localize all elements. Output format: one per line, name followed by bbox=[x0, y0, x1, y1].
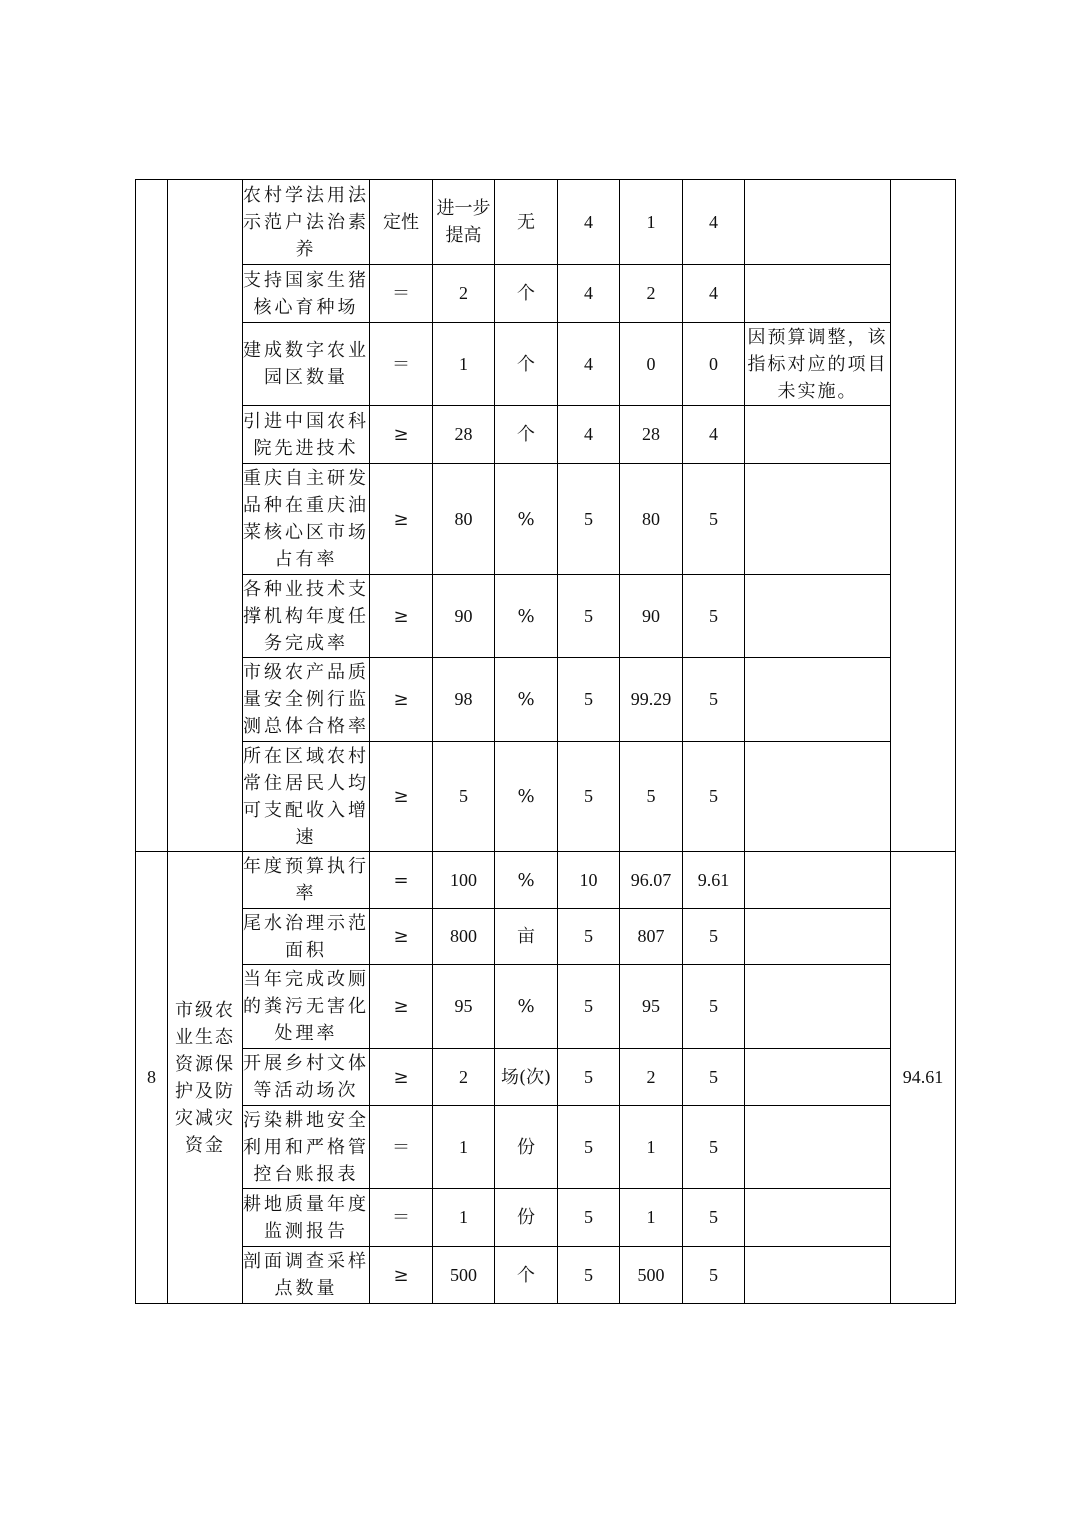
points-cell: 4 bbox=[683, 180, 745, 265]
project-name-cell bbox=[168, 180, 243, 852]
table-row bbox=[136, 1189, 956, 1247]
actual-cell: 28 bbox=[620, 406, 683, 464]
target-cell: 98 bbox=[433, 658, 495, 742]
table-row bbox=[136, 1247, 956, 1304]
actual-cell: 96.07 bbox=[620, 852, 683, 909]
indicator-cell: 开展乡村文体等活动场次 bbox=[243, 1049, 370, 1106]
operator-cell: ≥ bbox=[370, 1247, 433, 1304]
table-row bbox=[136, 965, 956, 1049]
indicator-cell: 建成数字农业园区数量 bbox=[243, 323, 370, 406]
unit-cell: 份 bbox=[495, 1189, 558, 1247]
weight-cell: 5 bbox=[558, 1189, 620, 1247]
operator-cell: = bbox=[370, 852, 433, 909]
unit-cell: 无 bbox=[495, 180, 558, 265]
actual-cell: 500 bbox=[620, 1247, 683, 1304]
points-cell: 5 bbox=[683, 575, 745, 658]
weight-cell: 5 bbox=[558, 658, 620, 742]
table-row bbox=[136, 180, 956, 265]
points-cell: 4 bbox=[683, 406, 745, 464]
note-cell bbox=[745, 909, 891, 965]
unit-cell: % bbox=[495, 575, 558, 658]
points-cell: 0 bbox=[683, 323, 745, 406]
operator-cell: ≥ bbox=[370, 658, 433, 742]
target-cell: 2 bbox=[433, 1049, 495, 1106]
indicator-cell: 市级农产品质量安全例行监测总体合格率 bbox=[243, 658, 370, 742]
note-cell bbox=[745, 742, 891, 852]
actual-cell: 5 bbox=[620, 742, 683, 852]
table-row bbox=[136, 852, 956, 909]
points-cell: 5 bbox=[683, 464, 745, 575]
points-cell: 5 bbox=[683, 742, 745, 852]
unit-cell: 场(次) bbox=[495, 1049, 558, 1106]
note-cell bbox=[745, 406, 891, 464]
target-cell: 800 bbox=[433, 909, 495, 965]
indicator-cell: 年度预算执行率 bbox=[243, 852, 370, 909]
score-cell bbox=[891, 180, 956, 852]
operator-cell: 定性 bbox=[370, 180, 433, 265]
weight-cell: 4 bbox=[558, 323, 620, 406]
seq-cell bbox=[136, 180, 168, 852]
target-cell: 100 bbox=[433, 852, 495, 909]
points-cell: 5 bbox=[683, 909, 745, 965]
points-cell: 5 bbox=[683, 658, 745, 742]
indicator-cell: 重庆自主研发品种在重庆油菜核心区市场占有率 bbox=[243, 464, 370, 575]
table-row bbox=[136, 323, 956, 406]
operator-cell: ＝ bbox=[370, 1189, 433, 1247]
weight-cell: 4 bbox=[558, 265, 620, 323]
target-cell: 500 bbox=[433, 1247, 495, 1304]
table-row bbox=[136, 658, 956, 742]
note-cell bbox=[745, 658, 891, 742]
target-cell: 1 bbox=[433, 323, 495, 406]
operator-cell: ≥ bbox=[370, 464, 433, 575]
unit-cell: 份 bbox=[495, 1106, 558, 1189]
unit-cell: % bbox=[495, 464, 558, 575]
target-cell: 80 bbox=[433, 464, 495, 575]
weight-cell: 4 bbox=[558, 406, 620, 464]
target-cell: 28 bbox=[433, 406, 495, 464]
weight-cell: 10 bbox=[558, 852, 620, 909]
target-cell: 2 bbox=[433, 265, 495, 323]
target-cell: 1 bbox=[433, 1189, 495, 1247]
unit-cell: 个 bbox=[495, 406, 558, 464]
indicator-cell: 耕地质量年度监测报告 bbox=[243, 1189, 370, 1247]
indicator-cell: 尾水治理示范面积 bbox=[243, 909, 370, 965]
points-cell: 5 bbox=[683, 1106, 745, 1189]
actual-cell: 807 bbox=[620, 909, 683, 965]
target-cell: 95 bbox=[433, 965, 495, 1049]
actual-cell: 1 bbox=[620, 1189, 683, 1247]
unit-cell: % bbox=[495, 965, 558, 1049]
note-cell bbox=[745, 265, 891, 323]
weight-cell: 5 bbox=[558, 1247, 620, 1304]
indicator-cell: 当年完成改厕的粪污无害化处理率 bbox=[243, 965, 370, 1049]
actual-cell: 1 bbox=[620, 1106, 683, 1189]
score-cell: 94.61 bbox=[891, 852, 956, 1304]
weight-cell: 5 bbox=[558, 965, 620, 1049]
indicator-cell: 所在区域农村常住居民人均可支配收入增速 bbox=[243, 742, 370, 852]
unit-cell: 个 bbox=[495, 265, 558, 323]
table-row bbox=[136, 406, 956, 464]
operator-cell: ＝ bbox=[370, 1106, 433, 1189]
note-cell bbox=[745, 1189, 891, 1247]
operator-cell: ＝ bbox=[370, 323, 433, 406]
actual-cell: 1 bbox=[620, 180, 683, 265]
weight-cell: 5 bbox=[558, 464, 620, 575]
table-row bbox=[136, 742, 956, 852]
operator-cell: ≥ bbox=[370, 742, 433, 852]
points-cell: 5 bbox=[683, 1247, 745, 1304]
table-row bbox=[136, 265, 956, 323]
note-cell: 因预算调整，该指标对应的项目未实施。 bbox=[745, 323, 891, 406]
actual-cell: 90 bbox=[620, 575, 683, 658]
weight-cell: 5 bbox=[558, 909, 620, 965]
note-cell bbox=[745, 180, 891, 265]
indicator-cell: 支持国家生猪核心育种场 bbox=[243, 265, 370, 323]
actual-cell: 2 bbox=[620, 265, 683, 323]
actual-cell: 0 bbox=[620, 323, 683, 406]
weight-cell: 4 bbox=[558, 180, 620, 265]
note-cell bbox=[745, 1049, 891, 1106]
weight-cell: 5 bbox=[558, 1049, 620, 1106]
indicator-cell: 农村学法用法示范户法治素养 bbox=[243, 180, 370, 265]
unit-cell: % bbox=[495, 742, 558, 852]
points-cell: 9.61 bbox=[683, 852, 745, 909]
target-cell: 1 bbox=[433, 1106, 495, 1189]
target-cell: 进一步提高 bbox=[433, 180, 495, 265]
note-cell bbox=[745, 852, 891, 909]
actual-cell: 80 bbox=[620, 464, 683, 575]
actual-cell: 2 bbox=[620, 1049, 683, 1106]
performance-table bbox=[135, 179, 956, 1304]
indicator-cell: 各种业技术支撑机构年度任务完成率 bbox=[243, 575, 370, 658]
unit-cell: % bbox=[495, 658, 558, 742]
target-cell: 5 bbox=[433, 742, 495, 852]
indicator-cell: 引进中国农科院先进技术 bbox=[243, 406, 370, 464]
unit-cell: % bbox=[495, 852, 558, 909]
note-cell bbox=[745, 1106, 891, 1189]
operator-cell: ≥ bbox=[370, 406, 433, 464]
table-row bbox=[136, 464, 956, 575]
unit-cell: 亩 bbox=[495, 909, 558, 965]
table-row bbox=[136, 1049, 956, 1106]
points-cell: 4 bbox=[683, 265, 745, 323]
points-cell: 5 bbox=[683, 1049, 745, 1106]
table-row bbox=[136, 575, 956, 658]
table-row bbox=[136, 909, 956, 965]
note-cell bbox=[745, 575, 891, 658]
points-cell: 5 bbox=[683, 965, 745, 1049]
note-cell bbox=[745, 965, 891, 1049]
actual-cell: 99.29 bbox=[620, 658, 683, 742]
weight-cell: 5 bbox=[558, 1106, 620, 1189]
project-name-cell: 市级农业生态资源保护及防灾减灾资金 bbox=[168, 852, 243, 1304]
unit-cell: 个 bbox=[495, 323, 558, 406]
operator-cell: ≥ bbox=[370, 1049, 433, 1106]
points-cell: 5 bbox=[683, 1189, 745, 1247]
weight-cell: 5 bbox=[558, 742, 620, 852]
note-cell bbox=[745, 464, 891, 575]
operator-cell: ≥ bbox=[370, 575, 433, 658]
table-row bbox=[136, 1106, 956, 1189]
seq-cell: 8 bbox=[136, 852, 168, 1304]
target-cell: 90 bbox=[433, 575, 495, 658]
weight-cell: 5 bbox=[558, 575, 620, 658]
operator-cell: ≥ bbox=[370, 909, 433, 965]
indicator-cell: 剖面调查采样点数量 bbox=[243, 1247, 370, 1304]
unit-cell: 个 bbox=[495, 1247, 558, 1304]
actual-cell: 95 bbox=[620, 965, 683, 1049]
indicator-cell: 污染耕地安全利用和严格管控台账报表 bbox=[243, 1106, 370, 1189]
note-cell bbox=[745, 1247, 891, 1304]
operator-cell: ≥ bbox=[370, 965, 433, 1049]
operator-cell: ＝ bbox=[370, 265, 433, 323]
